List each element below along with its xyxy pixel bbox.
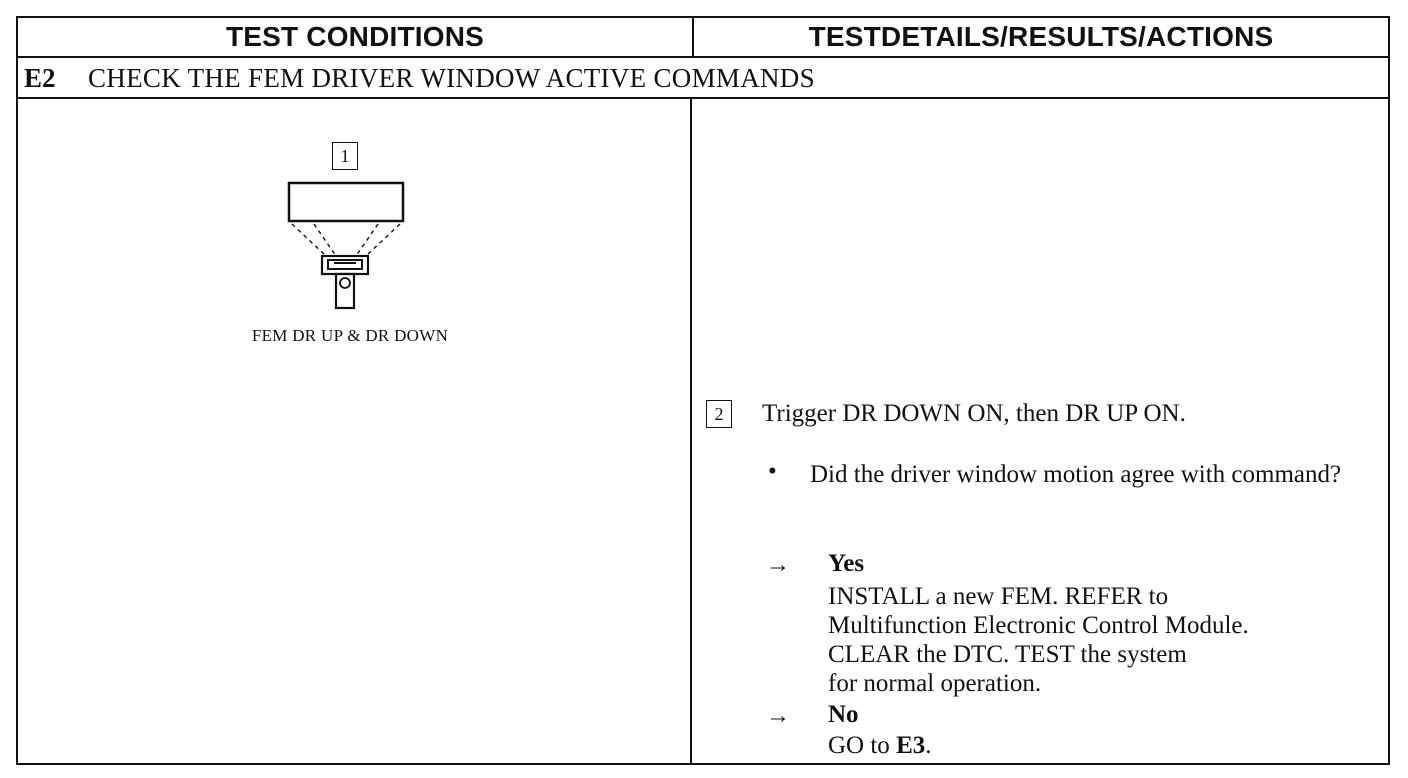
- no-suffix: .: [925, 732, 932, 759]
- step-row: [18, 58, 1388, 98]
- callout-1: 1: [332, 142, 358, 170]
- yes-line: INSTALL a new FEM. REFER to: [828, 583, 1169, 610]
- header-test-conditions: TEST CONDITIONS: [225, 21, 485, 52]
- yes-line: for normal operation.: [828, 670, 1042, 697]
- yes-line: Multifunction Electronic Control Module.: [828, 612, 1249, 639]
- yes-arrow-icon: →: [766, 552, 790, 578]
- instruction-text: Trigger DR DOWN ON, then DR UP ON.: [762, 400, 1186, 427]
- no-prefix: GO to: [828, 732, 897, 759]
- no-arrow-icon: →: [766, 703, 790, 729]
- scan-tool-connected-diagram: [270, 140, 430, 320]
- bullet-icon: •: [768, 458, 777, 485]
- yes-line: CLEAR the DTC. TEST the system: [828, 641, 1187, 668]
- callout-2: 2: [706, 400, 732, 428]
- no-target-step[interactable]: E3: [896, 732, 926, 759]
- module-box-icon: [289, 183, 403, 221]
- question-text: Did the driver window motion agree with command?: [810, 461, 1342, 488]
- yes-action-text: [828, 582, 1388, 698]
- diagram-caption: FEM DR UP & DR DOWN: [251, 326, 449, 345]
- body-column-divider: [690, 97, 692, 765]
- yes-label: Yes: [828, 550, 865, 577]
- header-test-details: TESTDETAILS/RESULTS/ACTIONS: [808, 21, 1274, 52]
- no-action-text: [828, 731, 1388, 760]
- step-title: CHECK THE FEM DRIVER WINDOW ACTIVE COMMANDS: [88, 62, 815, 93]
- step-id: E2: [24, 62, 56, 93]
- no-label: No: [828, 701, 859, 728]
